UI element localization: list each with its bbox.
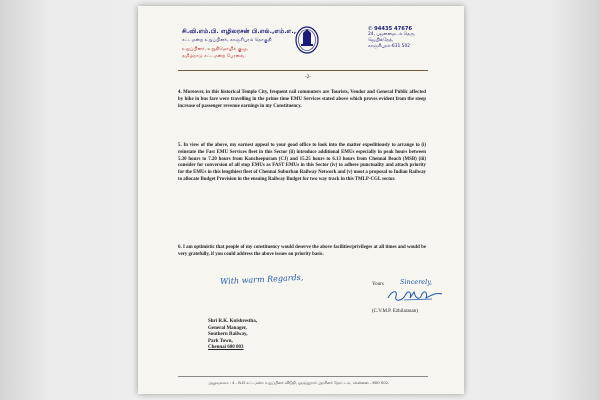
letterhead-right [368, 26, 458, 50]
letterhead-left [182, 28, 302, 59]
letterhead-divider [178, 70, 428, 71]
letterhead-name: சி.வி.எம்.பி. எழிலரசன் பி.எல்.,எம்.எ., [182, 28, 297, 35]
handwritten-regards: With warm Regards, [219, 272, 304, 287]
closing-yours: Yours [372, 282, 384, 287]
recipient-line: Shri R.K. Kulshrestha, [208, 319, 257, 324]
handwritten-sincerely: Sincerely, [400, 278, 433, 286]
phone-icon: ✆ [368, 26, 373, 32]
recipient-line: Park Town, [208, 338, 233, 344]
paragraph-4 [178, 90, 426, 110]
paragraph-4-text: 4. Moreover, in this historical Temple City, frequent rail commuters are Tourists, Vendor and General Public affected by hike in bus fare were travelling in the prime time EMU Services stated above which proves evident from the steep increase of passenger revenue earnings in my Constituency. [178, 90, 426, 109]
page-number: -2- [305, 75, 311, 80]
paragraph-6-text: 6. I am optimistic that people of my constituency would deserve the above facilities/privileges at all times and would be very gratefully, if you could address the above issues on priority basis. [178, 245, 426, 257]
state-emblem-icon [295, 26, 319, 54]
footer-divider [178, 376, 428, 377]
letterhead-address-line: ஜெயில்நேத், [368, 38, 394, 43]
letterhead-address-line: காஞ்சிபுரம்-631 502 [368, 44, 411, 49]
letterhead-subtitle: சட்டமன்ற உறுப்பினர், காஞ்சிபுரம் தொகுதி [182, 38, 272, 43]
letterhead-address-line: 24, பஜனைமடம் தெரு, [368, 32, 416, 37]
recipient-address [208, 319, 257, 352]
letter-page [138, 6, 464, 394]
recipient-line: Southern Railway, [208, 332, 248, 337]
letterhead-assembly: தமிழ்நாடு சட்டமன்ற பேரவை. [182, 54, 246, 59]
phone-number: 94435 47676 [374, 26, 413, 32]
paragraph-5-text: 5. In view of the above, my earnest appeal to your good office to look into the matter expeditiously to arrange to (i) reinstate the Fast EMU Services fleet in this Sector (ii) introduce additional EMUs especially in peak hours between 5.30 hours to 7.20 hours from Kancheepuram (CJ) and 15.25 hours to 6.13 hours from Chennai Beach (MSB) (iii) consider for conversion of all stop EMUs as FAST EMUs in this Sector (iv) to adhere punctuality and attach priority for the EMUs in this lengthiest fleet of Chennai Suburban Railway Network and (v) moot a proposal to Indian Railway to allocate Budget Provision in the ensuing Railway Budget for two way track in this TMLP-CGL sector. [178, 143, 426, 182]
paragraph-5 [178, 143, 426, 184]
recipient-line: General Manager, [208, 325, 247, 331]
signatory-name: (C.V.M.P. Ezhilarasan) [372, 309, 418, 314]
letterhead-committee: உறுப்பினர், உறுதிமொழிக் குழு, [182, 47, 249, 52]
signature-icon [384, 286, 454, 306]
paragraph-6 [178, 245, 426, 259]
recipient-city: Chennai 600 003 [208, 345, 244, 350]
footer-address: அலுவலகம் : 4 - B-D சட்டமன்ற உறுப்பினர் விடுதி, ஓமந்தூரார் அரசினர் தோட்டம், சென்னை - 600 002. [208, 380, 390, 385]
